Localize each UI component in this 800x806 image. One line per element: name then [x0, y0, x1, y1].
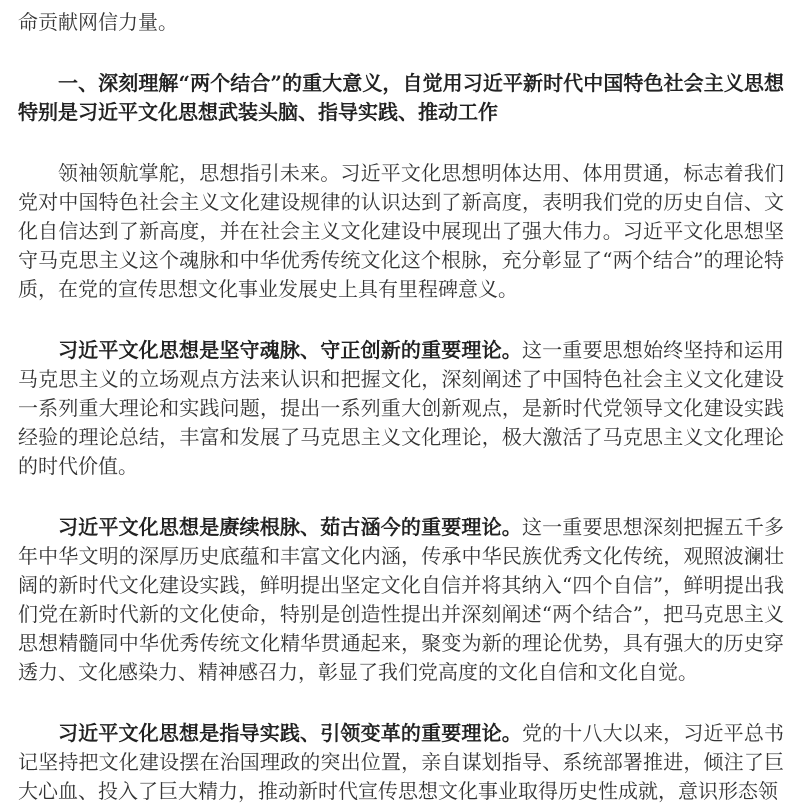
paragraph-4 — [18, 719, 784, 806]
paragraph-3-body: 这一重要思想深刻把握五千多年中华文明的深厚历史底蕴和丰富文化内涵，传承中华民族优秀文化传统，观照波澜壮阔的新时代文化建设实践，鲜明提出坚定文化自信并将其纳入“四个自信”，鲜明提出我们党在新时代新的文化使命，特别是创造性提出并深刻阐述“两个结合”，把马克思主义思想精髓同中华优秀传统文化精华贯通起来，聚变为新的理论优势，具有强大的历史穿透力、文化感染力、精神感召力，彰显了我们党高度的文化自信和文化自觉。 — [18, 515, 785, 684]
paragraph-4-body: 党的十八大以来，习近平总书记坚持把文化建设摆在治国理政的突出位置，亲自谋划指导、系统部署推进，倾注了巨大心血、投入了巨大精力，推动新时代宣传思想文化事业取得历史性成就，意识形态领 — [18, 721, 785, 803]
paragraph-4-lead: 习近平文化思想是指导实践、引领变革的重要理论。 — [58, 721, 522, 745]
paragraph-3 — [18, 513, 784, 687]
paragraph-1-body: 领袖领航掌舵，思想指引未来。习近平文化思想明体达用、体用贯通，标志着我们党对中国特色社会主义文化建设规律的认识达到了新高度，表明我们党的历史自信、文化自信达到了新高度，并在社会主义文化建设中展现出了强大伟力。习近平文化思想坚守马克思主义这个魂脉和中华优秀传统文化这个根脉，充分彰显了“两个结合”的理论特质，在党的宣传思想文化事业发展史上具有里程碑意义。 — [18, 161, 784, 301]
paragraph-1 — [18, 159, 784, 304]
paragraph-2-body: 这一重要思想始终坚持和运用马克思主义的立场观点方法来认识和把握文化，深刻阐述了中国特色社会主义文化建设一系列重大理论和实践问题，提出一系列重大创新观点，是新时代党领导文化建设实践经验的理论总结，丰富和发展了马克思主义文化理论，极大激活了马克思主义文化理论的时代价值。 — [18, 338, 785, 478]
paragraph-3-lead: 习近平文化思想是赓续根脉、茹古涵今的重要理论。 — [58, 515, 522, 539]
paragraph-2-lead: 习近平文化思想是坚守魂脉、守正创新的重要理论。 — [58, 338, 522, 362]
document-body — [18, 8, 784, 806]
section-heading: 一、深刻理解“两个结合”的重大意义，自觉用习近平新时代中国特色社会主义思想特别是习近平文化思想武装头脑、指导实践、推动工作 — [18, 71, 784, 124]
intro-tail-text: 命贡献网信力量。 — [18, 10, 178, 34]
paragraph-2 — [18, 336, 784, 481]
